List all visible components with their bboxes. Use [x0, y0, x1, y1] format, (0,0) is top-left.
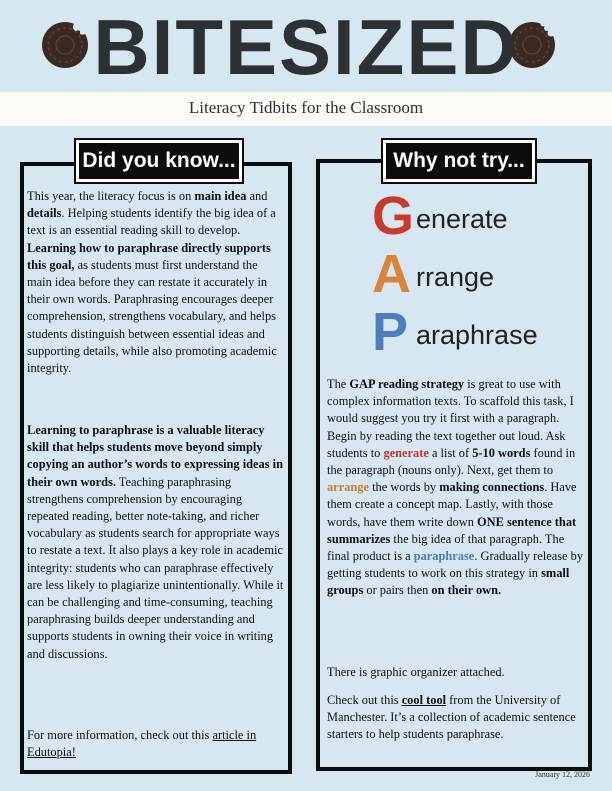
paraphrase-paragraph: Learning to paraphrase is a valuable literacy skill that helps students move beyond simply copying an author’s words to expressing ideas in their own words. Teaching paraphrasing strengthens comprehension by encouraging repeated reading, better note-taking, and richer vocabulary as students search for appropriate ways to restate a text. It also plays a key role in academic integrity: students who can paraphrase effectively are less likely to plagiarize unintentionally. While it can be challenging and time-consuming, teaching paraphrasing builds deeper understanding and supports students in owning their voice in writing and discussions.: [27, 423, 284, 661]
gap-letter-g: G: [372, 186, 415, 246]
did-you-know-heading: Did you know...: [76, 140, 242, 182]
page-title: BITESIZED: [93, 3, 519, 91]
gap-letter-a: A: [372, 244, 411, 304]
graphic-organizer-note: There is graphic organizer attached.: [327, 665, 505, 679]
cool-tool-link[interactable]: cool tool: [401, 693, 447, 707]
gap-strategy-paragraph: The GAP reading strategy is great to use with complex information texts. To scaffold this task, I would suggest you try it first with a paragraph. Begin by reading the text together out loud. Ask students to generate a list of 5-10 words found in the paragraph (nouns only). Next, get them to arrange the words by making connections. Have them create a concept map. Lastly, with those words, have them write down ONE sentence that summarizes the big idea of that paragraph. The final product is a paraphrase. Gradually release by getting students to work on this strategy in small groups or pairs then on their own.: [327, 377, 584, 598]
cool-tool-paragraph: Check out this cool tool from the University of Manchester. It’s a collection of academic sentence starters to help students paraphrase.: [327, 693, 576, 742]
gap-word-arrange: rrange: [416, 262, 495, 292]
issue-date: January 12, 2026: [535, 770, 590, 779]
focus-paragraph: This year, the literacy focus is on main idea and details. Helping students identify the big idea of a text is an essential reading skill to develop. Learning how to paraphrase directly supports this goal, as students must first understand the main idea before they can restate it accurately in their own words. Paraphrasing encourages deeper comprehension, strengthens vocabulary, and helps students distinguish between essential ideas and supporting details, while also promoting academic integrity.: [27, 189, 277, 376]
edutopia-article-link[interactable]: article in Edutopia!: [27, 728, 257, 760]
more-info-paragraph: For more information, check out this article in Edutopia!: [27, 728, 257, 760]
why-not-try-heading: Why not try...: [383, 140, 535, 182]
gap-word-generate: enerate: [416, 204, 508, 234]
gap-word-paraphrase: araphrase: [416, 320, 538, 350]
page-subtitle: Literacy Tidbits for the Classroom: [188, 98, 424, 117]
gap-letter-p: P: [372, 302, 409, 362]
